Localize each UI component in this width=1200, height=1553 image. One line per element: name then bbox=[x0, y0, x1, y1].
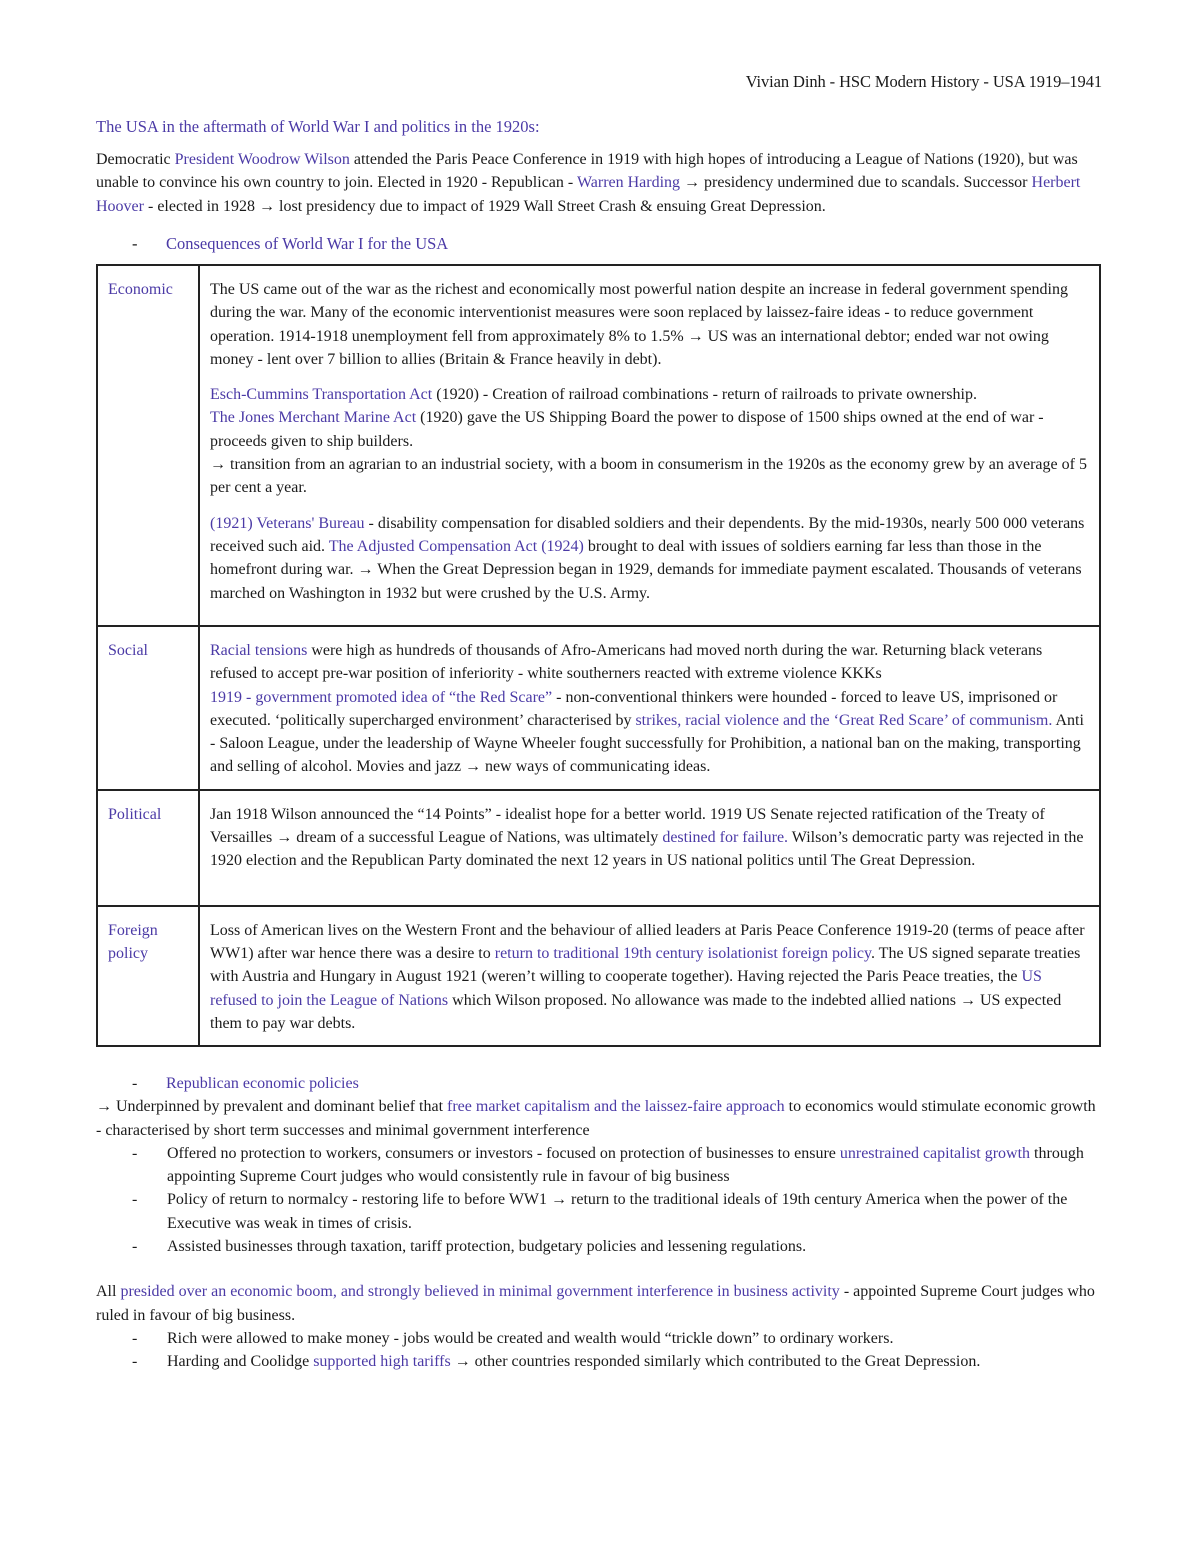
highlight-economic-boom: presided over an economic boom, and strongly believed in minimal government interference in business activity bbox=[120, 1283, 840, 1301]
text-run: - elected in 1928 → lost presidency due to impact of 1929 Wall Street Crash & ensuing Great Depression. bbox=[143, 197, 826, 215]
republican-heading-text: Republican economic policies bbox=[166, 1075, 359, 1092]
list-item: - Assisted businesses through taxation, tariff protection, budgetary policies and lessening regulations. bbox=[96, 1235, 1102, 1258]
republican-intro bbox=[96, 1095, 1102, 1142]
presided-bullet-list bbox=[96, 1327, 1102, 1374]
all-presided-paragraph bbox=[96, 1280, 1102, 1327]
dash-bullet: - bbox=[132, 1075, 138, 1092]
consequences-heading-text: Consequences of World War I for the USA bbox=[166, 234, 449, 253]
highlight-harding: Warren Harding bbox=[576, 174, 681, 192]
text-run: → other countries responded similarly which contributed to the Great Depression. bbox=[450, 1353, 981, 1371]
table-row-social bbox=[97, 626, 1100, 790]
highlight-veterans-bureau: (1921) Veterans' Bureau bbox=[210, 514, 365, 532]
text-run: - non-conventional thinkers were hounded - forced to leave US, imprisoned or executed. ‘politically supercharged environment’ characterised by bbox=[210, 688, 1058, 729]
highlight-isolationist: return to traditional 19th century isolationist foreign policy bbox=[494, 945, 871, 963]
economic-paragraph-2 bbox=[210, 383, 1089, 499]
highlight-unrestrained-growth: unrestrained capitalist growth bbox=[839, 1144, 1031, 1162]
highlight-league-refusal: US refused to join the League of Nations bbox=[210, 968, 1042, 1009]
highlight-high-tariffs: supported high tariffs bbox=[313, 1353, 451, 1371]
text-run: Democratic bbox=[96, 151, 175, 168]
text-run: to economics would stimulate economic growth - characterised by short term successes and minimal government interference bbox=[96, 1098, 1096, 1139]
economic-paragraph-3 bbox=[210, 512, 1089, 605]
highlight-wilson: President Woodrow Wilson bbox=[174, 151, 350, 168]
text-run: which Wilson proposed. No allowance was made to the indebted allied nations → US expected them to pay war debts. bbox=[210, 991, 1062, 1032]
text-run: All bbox=[96, 1283, 121, 1301]
table-row-economic bbox=[97, 265, 1100, 626]
highlight-adjusted-compensation: The Adjusted Compensation Act (1924) bbox=[328, 537, 584, 555]
text-run: - appointed Supreme Court judges who ruled in favour of big business. bbox=[96, 1283, 1095, 1324]
republican-section bbox=[96, 1072, 1102, 1374]
list-item bbox=[96, 1142, 1102, 1189]
table-row-political bbox=[97, 790, 1100, 906]
category-social: Social bbox=[97, 626, 199, 790]
text-run: Harding and Coolidge bbox=[167, 1353, 314, 1371]
cell-economic bbox=[199, 265, 1100, 626]
category-political: Political bbox=[97, 790, 199, 906]
cell-political bbox=[199, 790, 1100, 906]
text-run: → presidency undermined due to scandals. Successor bbox=[680, 174, 1032, 192]
cell-social bbox=[199, 626, 1100, 790]
text-run: Offered no protection to workers, consumers or investors - focused on protection of businesses to ensure bbox=[167, 1144, 840, 1162]
text-run: → Underpinned by prevalent and dominant belief that bbox=[96, 1098, 448, 1116]
highlight-destined-failure: destined for failure. bbox=[662, 829, 789, 847]
intro-paragraph bbox=[96, 148, 1106, 218]
text-run: were high as hundreds of thousands of Afro-Americans had moved north during the war. Returning black veterans refused to accept pre-war position of inferiority - white southerners reacted with extreme violence KKKs bbox=[210, 642, 1043, 683]
text-run: Anti - Saloon League, under the leadership of Wayne Wheeler fought successfully for Prohibition, a national ban on the making, transporting and selling of alcohol. Movies and jazz → new ways of communicating ideas. bbox=[210, 711, 1084, 776]
republican-heading bbox=[96, 1072, 1102, 1095]
category-economic: Economic bbox=[97, 265, 199, 626]
list-item: - Policy of return to normalcy - restoring life to before WW1 → return to the traditional ideals of 19th century America when the power of the Executive was weak in times of crisis. bbox=[96, 1188, 1102, 1235]
text-run: → transition from an agrarian to an industrial society, with a boom in consumerism in the 1920s as the economy grew by an average of 5 per cent a year. bbox=[210, 456, 1087, 497]
text-run: brought to deal with issues of soldiers earning far less than those in the homefront during war. → When the Great Depression began in 1929, demands for immediate payment escalated. Thousands of veterans marched on Washington in 1932 but were crushed by the U.S. Army. bbox=[210, 537, 1082, 602]
highlight-free-market: free market capitalism and the laissez-faire approach bbox=[447, 1098, 785, 1116]
page-header: Vivian Dinh - HSC Modern History - USA 1919–1941 bbox=[745, 72, 1102, 91]
consequences-heading bbox=[132, 234, 448, 254]
text-run: attended the Paris Peace Conference in 1919 with high hopes of introducing a League of Nations (1920), but was unable to convince his own country to join. Elected in 1920 - Republican - bbox=[96, 151, 1078, 192]
text-run: Loss of American lives on the Western Front and the behaviour of allied leaders at Paris Peace Conference 1919-20 (terms of peace after WW1) after war hence there was a desire to bbox=[210, 921, 1085, 963]
category-foreign-policy: Foreign policy bbox=[97, 906, 199, 1046]
list-item: - Rich were allowed to make money - jobs would be created and wealth would “trickle down” to ordinary workers. bbox=[96, 1327, 1102, 1350]
text-run: (1920) - Creation of railroad combinations - return of railroads to private ownership. bbox=[432, 386, 977, 404]
text-run: Jan 1918 Wilson announced the “14 Points” - idealist hope for a better world. 1919 US Senate rejected ratification of the Treaty of Versailles → dream of a successful League of Nations, was ultimately bbox=[210, 805, 1045, 847]
section-title: The USA in the aftermath of World War I and politics in the 1920s: bbox=[96, 117, 540, 136]
list-item bbox=[96, 1350, 1102, 1373]
highlight-esch-cummins: Esch-Cummins Transportation Act bbox=[210, 386, 433, 404]
text-run: (1920) gave the US Shipping Board the power to dispose of 1500 ships owned at the end of war - proceeds given to ship builders. bbox=[210, 409, 1044, 450]
text-run: Wilson’s democratic party was rejected in the 1920 election and the Republican Party dominated the next 12 years in US national politics until The Great Depression. bbox=[210, 829, 1084, 870]
highlight-racial-tensions: Racial tensions bbox=[210, 642, 308, 659]
cell-foreign-policy bbox=[199, 906, 1100, 1046]
highlight-strikes: strikes, racial violence and the ‘Great Red Scare’ of communism. bbox=[635, 711, 1053, 729]
economic-paragraph-1: The US came out of the war as the richest and economically most powerful nation despite an increase in federal government spending during the war. Many of the economic interventionist measures were soon replaced by laissez-faire ideas - to reduce government operation. 1914-1918 unemployment fell from approximately 8% to 1.5% → US was an international debtor; ended war not owing money - lent over 7 billion to allies (Britain & France heavily in debt). bbox=[210, 281, 1068, 368]
highlight-hoover: Herbert Hoover bbox=[96, 174, 1081, 215]
text-run: through appointing Supreme Court judges who would consistently rule in favour of big business bbox=[167, 1144, 1084, 1186]
consequences-table bbox=[96, 264, 1101, 1047]
text-run: . The US signed separate treaties with Austria and Hungary in August 1921 (weren’t willing to cooperate together). Having rejected the Paris Peace treaties, the bbox=[210, 945, 1081, 986]
table-row-foreign-policy bbox=[97, 906, 1100, 1046]
text-run: - disability compensation for disabled soldiers and their dependents. By the mid-1930s, nearly 500 000 veterans received such aid. bbox=[210, 514, 1085, 555]
republican-bullet-list bbox=[96, 1142, 1102, 1258]
dash-bullet: - bbox=[132, 234, 138, 253]
highlight-red-scare: 1919 - government promoted idea of “the Red Scare” bbox=[210, 688, 553, 706]
highlight-jones-act: The Jones Merchant Marine Act bbox=[210, 409, 417, 427]
